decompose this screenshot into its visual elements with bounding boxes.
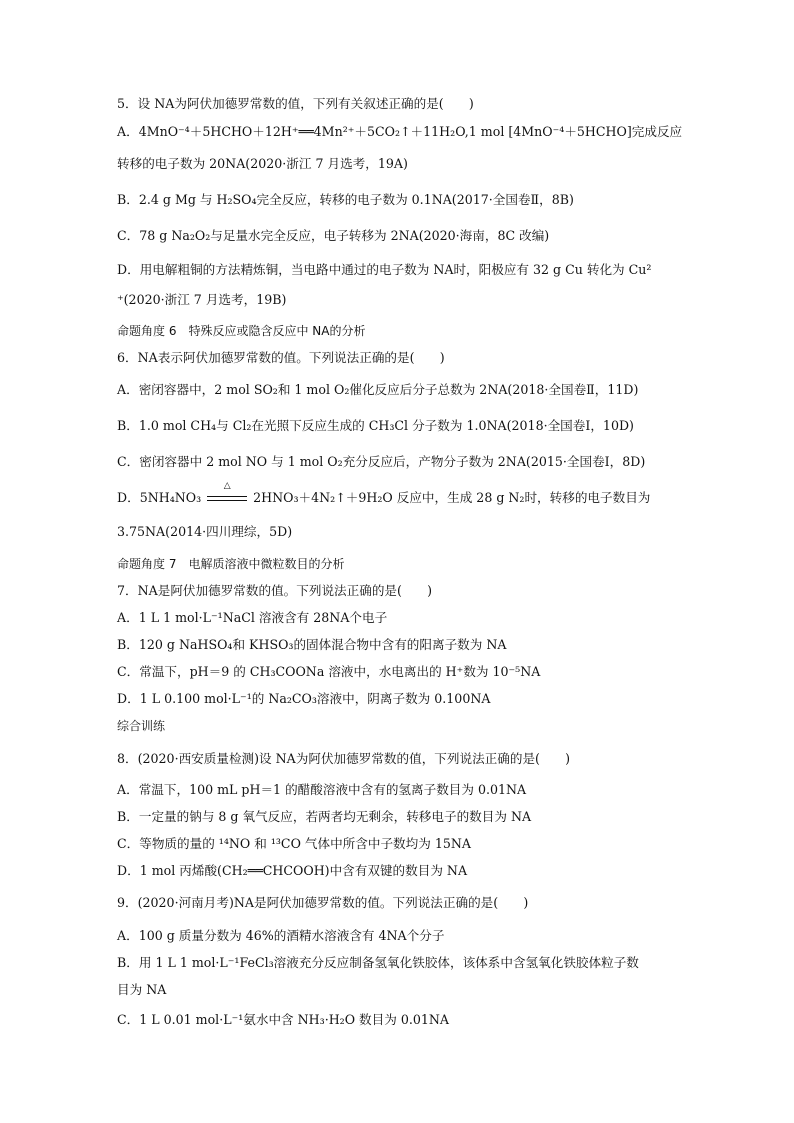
q8-option-b: B．一定量的钠与 8 g 氧气反应，若两者均无剩余，转移电子的数目为 NA — [117, 809, 532, 824]
section-heading-general: 综合训练 — [117, 719, 166, 733]
q7-stem: 7．NA是阿伏加德罗常数的值。下列说法正确的是( ) — [117, 583, 433, 598]
q5-option-d: D．用电解粗铜的方法精炼铜，当电路中通过的电子数为 NA时，阳极应有 32 g Cu 转化为 Cu² — [117, 262, 652, 277]
q9-option-b: B．用 1 L 1 mol·L⁻¹FeCl₃溶液充分反应制备氢氧化铁胶体，该体系中含氢氧化铁胶体粒子数 — [117, 955, 639, 970]
q8-option-a: A．常温下，100 mL pH＝1 的醋酸溶液中含有的氢离子数目为 0.01NA — [117, 782, 527, 797]
q5-option-b: B．2.4 g Mg 与 H₂SO₄完全反应，转移的电子数为 0.1NA(2017·全国卷Ⅱ，8B) — [117, 192, 574, 207]
q7-option-b: B．120 g NaHSO₄和 KHSO₃的固体混合物中含有的阳离子数为 NA — [117, 637, 507, 652]
q6-option-b: B．1.0 mol CH₄与 Cl₂在光照下反应生成的 CH₃Cl 分子数为 1.0NA(2018·全国卷Ⅰ，10D) — [117, 418, 634, 433]
reaction-equals-sign — [207, 480, 247, 505]
q6-option-d — [117, 480, 651, 506]
q8-option-d: D．1 mol 丙烯酸(CH₂══CHCOOH)中含有双键的数目为 NA — [117, 863, 468, 878]
q7-option-d: D．1 L 0.100 mol·L⁻¹的 Na₂CO₃溶液中，阴离子数为 0.100NA — [117, 691, 491, 706]
q8-stem: 8．(2020·西安质量检测)设 NA为阿伏加德罗常数的值，下列说法正确的是( ) — [117, 751, 571, 766]
q6-option-d-reactant: D．5NH₄NO₃ — [117, 490, 202, 505]
q5-stem: 5．设 NA为阿伏加德罗常数的值，下列有关叙述正确的是( ) — [117, 96, 474, 111]
q9-stem: 9．(2020·河南月考)NA是阿伏加德罗常数的值。下列说法正确的是( ) — [117, 895, 529, 910]
q9-option-b-cont: 目为 NA — [117, 982, 167, 997]
q5-option-c: C．78 g Na₂O₂与足量水完全反应，电子转移为 2NA(2020·海南，8C 改编) — [117, 228, 550, 243]
q5-option-a-cont: 转移的电子数为 20NA(2020·浙江 7 月选考，19A) — [117, 156, 408, 171]
q6-stem: 6．NA表示阿伏加德罗常数的值。下列说法正确的是( ) — [117, 350, 445, 365]
q5-option-d-cont: ⁺(2020·浙江 7 月选考，19B) — [117, 292, 287, 307]
q9-option-a: A．100 g 质量分数为 46%的酒精水溶液含有 4NA个分子 — [117, 928, 445, 943]
q7-option-a: A．1 L 1 mol·L⁻¹NaCl 溶液含有 28NA个电子 — [117, 610, 388, 625]
q6-option-d-products: 2HNO₃＋4N₂↑＋9H₂O 反应中，生成 28 g N₂时，转移的电子数目为 — [253, 490, 651, 505]
q7-option-c: C．常温下，pH＝9 的 CH₃COONa 溶液中，水电离出的 H⁺数为 10⁻⁵NA — [117, 664, 541, 679]
q6-option-c: C．密闭容器中 2 mol NO 与 1 mol O₂充分反应后，产物分子数为 2NA(2015·全国卷Ⅰ，8D) — [117, 454, 646, 469]
q9-option-c: C．1 L 0.01 mol·L⁻¹氨水中含 NH₃·H₂O 数目为 0.01NA — [117, 1012, 450, 1027]
q6-option-a: A．密闭容器中，2 mol SO₂和 1 mol O₂催化反应后分子总数为 2NA(2018·全国卷Ⅱ，11D) — [117, 382, 639, 397]
q5-option-a: A．4MnO⁻⁴＋5HCHO＋12H⁺══4Mn²⁺＋5CO₂↑＋11H₂O,1 mol [4MnO⁻⁴＋5HCHO]完成反应 — [117, 124, 683, 139]
heat-condition: △ — [223, 480, 231, 491]
q6-option-d-cont: 3.75NA(2014·四川理综，5D) — [117, 524, 293, 539]
section-heading-angle-7: 命题角度 7 电解质溶液中微粒数目的分析 — [117, 557, 345, 571]
section-heading-angle-6: 命题角度 6 特殊反应或隐含反应中 NA的分析 — [117, 324, 366, 338]
q8-option-c: C．等物质的量的 ¹⁴NO 和 ¹³CO 气体中所含中子数均为 15NA — [117, 836, 471, 851]
